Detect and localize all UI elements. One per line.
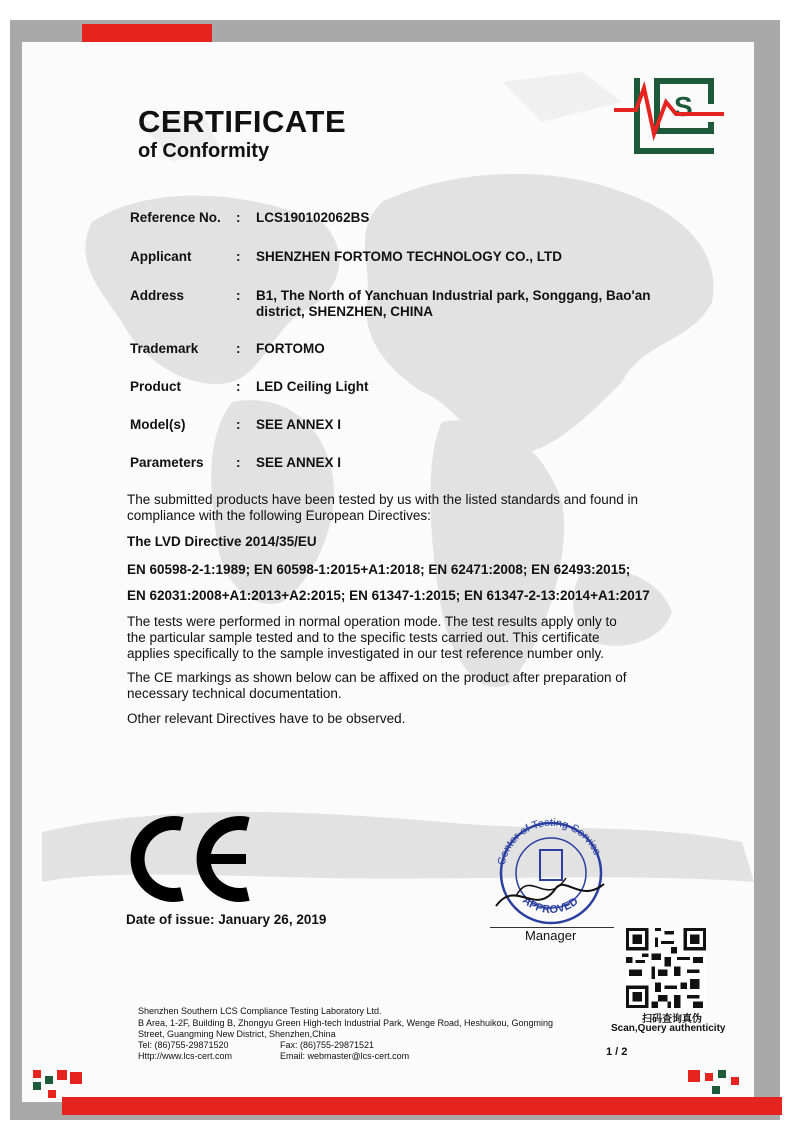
standards-line-1: EN 60598-2-1:1989; EN 60598-1:2015+A1:2018; EN 62471:2008; EN 62493:2015;: [127, 562, 631, 577]
issue-date: Date of issue: January 26, 2019: [126, 912, 327, 927]
scan-label-english: Scan,Query authenticity: [611, 1023, 726, 1034]
lcs-logo-icon: [614, 74, 724, 158]
corner-square: [45, 1076, 53, 1084]
corner-square: [33, 1070, 41, 1078]
footer-address-2: Street, Guangming New District, Shenzhen,China: [138, 1029, 336, 1039]
intro-paragraph: The submitted products have been tested by us with the listed standards and found in compliance with the following European Directives:: [127, 492, 639, 523]
certificate-subtitle: of Conformity: [138, 140, 270, 162]
svg-text:S: S: [674, 91, 693, 122]
footer-tel: Tel: (86)755-29871520: [138, 1040, 229, 1050]
standards-line-2: EN 62031:2008+A1:2013+A2:2015; EN 61347-1:2015; EN 61347-2-13:2014+A1:2017: [127, 588, 650, 603]
field-value: LCS190102062BS: [256, 210, 370, 225]
top-red-bar: [82, 24, 212, 42]
corner-square: [705, 1073, 713, 1081]
field-label: Model(s): [130, 417, 186, 432]
field-colon: :: [236, 379, 241, 394]
corner-square: [718, 1070, 726, 1078]
svg-text:Center of Testing Service: [496, 818, 603, 866]
field-colon: :: [236, 417, 241, 432]
ce-mark-icon: [126, 814, 256, 904]
field-label: Trademark: [130, 341, 199, 356]
approval-stamp-icon: [486, 818, 616, 928]
field-value: FORTOMO: [256, 341, 325, 356]
directive-line: The LVD Directive 2014/35/EU: [127, 534, 317, 549]
field-label: Reference No.: [130, 210, 221, 225]
footer-email: Email: webmaster@lcs-cert.com: [280, 1051, 410, 1061]
field-colon: :: [236, 210, 241, 225]
field-value: SHENZHEN FORTOMO TECHNOLOGY CO., LTD: [256, 249, 563, 264]
field-label: Product: [130, 379, 182, 394]
page-number: 1 / 2: [606, 1046, 628, 1058]
field-value: B1, The North of Yanchuan Industrial park, Songgang, Bao'an district, SHENZHEN, CHINA: [256, 288, 651, 319]
corner-square: [731, 1077, 739, 1085]
field-label: Address: [130, 288, 185, 303]
certificate-title: CERTIFICATE: [138, 104, 347, 139]
field-value: SEE ANNEX I: [256, 417, 342, 432]
stamp-approved-text: APPROVED: [520, 894, 581, 917]
footer-company: Shenzhen Southern LCS Compliance Testing Laboratory Ltd.: [138, 1006, 382, 1016]
qr-code-icon: [626, 928, 706, 1008]
field-label: Applicant: [130, 249, 192, 264]
footer-website: Http://www.lcs-cert.com: [138, 1051, 233, 1061]
footer-fax: Fax: (86)755-29871521: [280, 1040, 375, 1050]
field-label: Parameters: [130, 455, 204, 470]
field-value: SEE ANNEX I: [256, 455, 342, 470]
field-colon: :: [236, 249, 241, 264]
corner-square: [70, 1072, 82, 1084]
other-directives-paragraph: Other relevant Directives have to be observed.: [127, 711, 406, 726]
bottom-red-bar: [62, 1097, 782, 1115]
signer-title: Manager: [525, 928, 577, 943]
ce-markings-paragraph: The CE markings as shown below can be affixed on the product after preparation of necessary technical documentation.: [127, 670, 627, 701]
tests-paragraph: The tests were performed in normal operation mode. The test results apply only to the particular sample tested and to the specific tests carried out. This certificate applies specifically to the sample investigated in our test reference number only.: [127, 614, 617, 661]
footer-address-1: B Area, 1-2F, Building B, Zhongyu Green High-tech Industrial Park, Wenge Road, Heshuikou, Gongming: [138, 1018, 554, 1028]
field-colon: :: [236, 288, 241, 303]
field-colon: :: [236, 455, 241, 470]
field-value: LED Ceiling Light: [256, 379, 369, 394]
field-colon: :: [236, 341, 241, 356]
scan-label-chinese: 扫码查询真伪: [642, 1014, 702, 1025]
corner-square: [57, 1070, 67, 1080]
corner-square: [688, 1070, 700, 1082]
stamp-ring-text: Center of Testing Service: [495, 818, 604, 867]
corner-square: [712, 1086, 720, 1094]
corner-square: [33, 1082, 41, 1090]
corner-square: [48, 1090, 56, 1098]
